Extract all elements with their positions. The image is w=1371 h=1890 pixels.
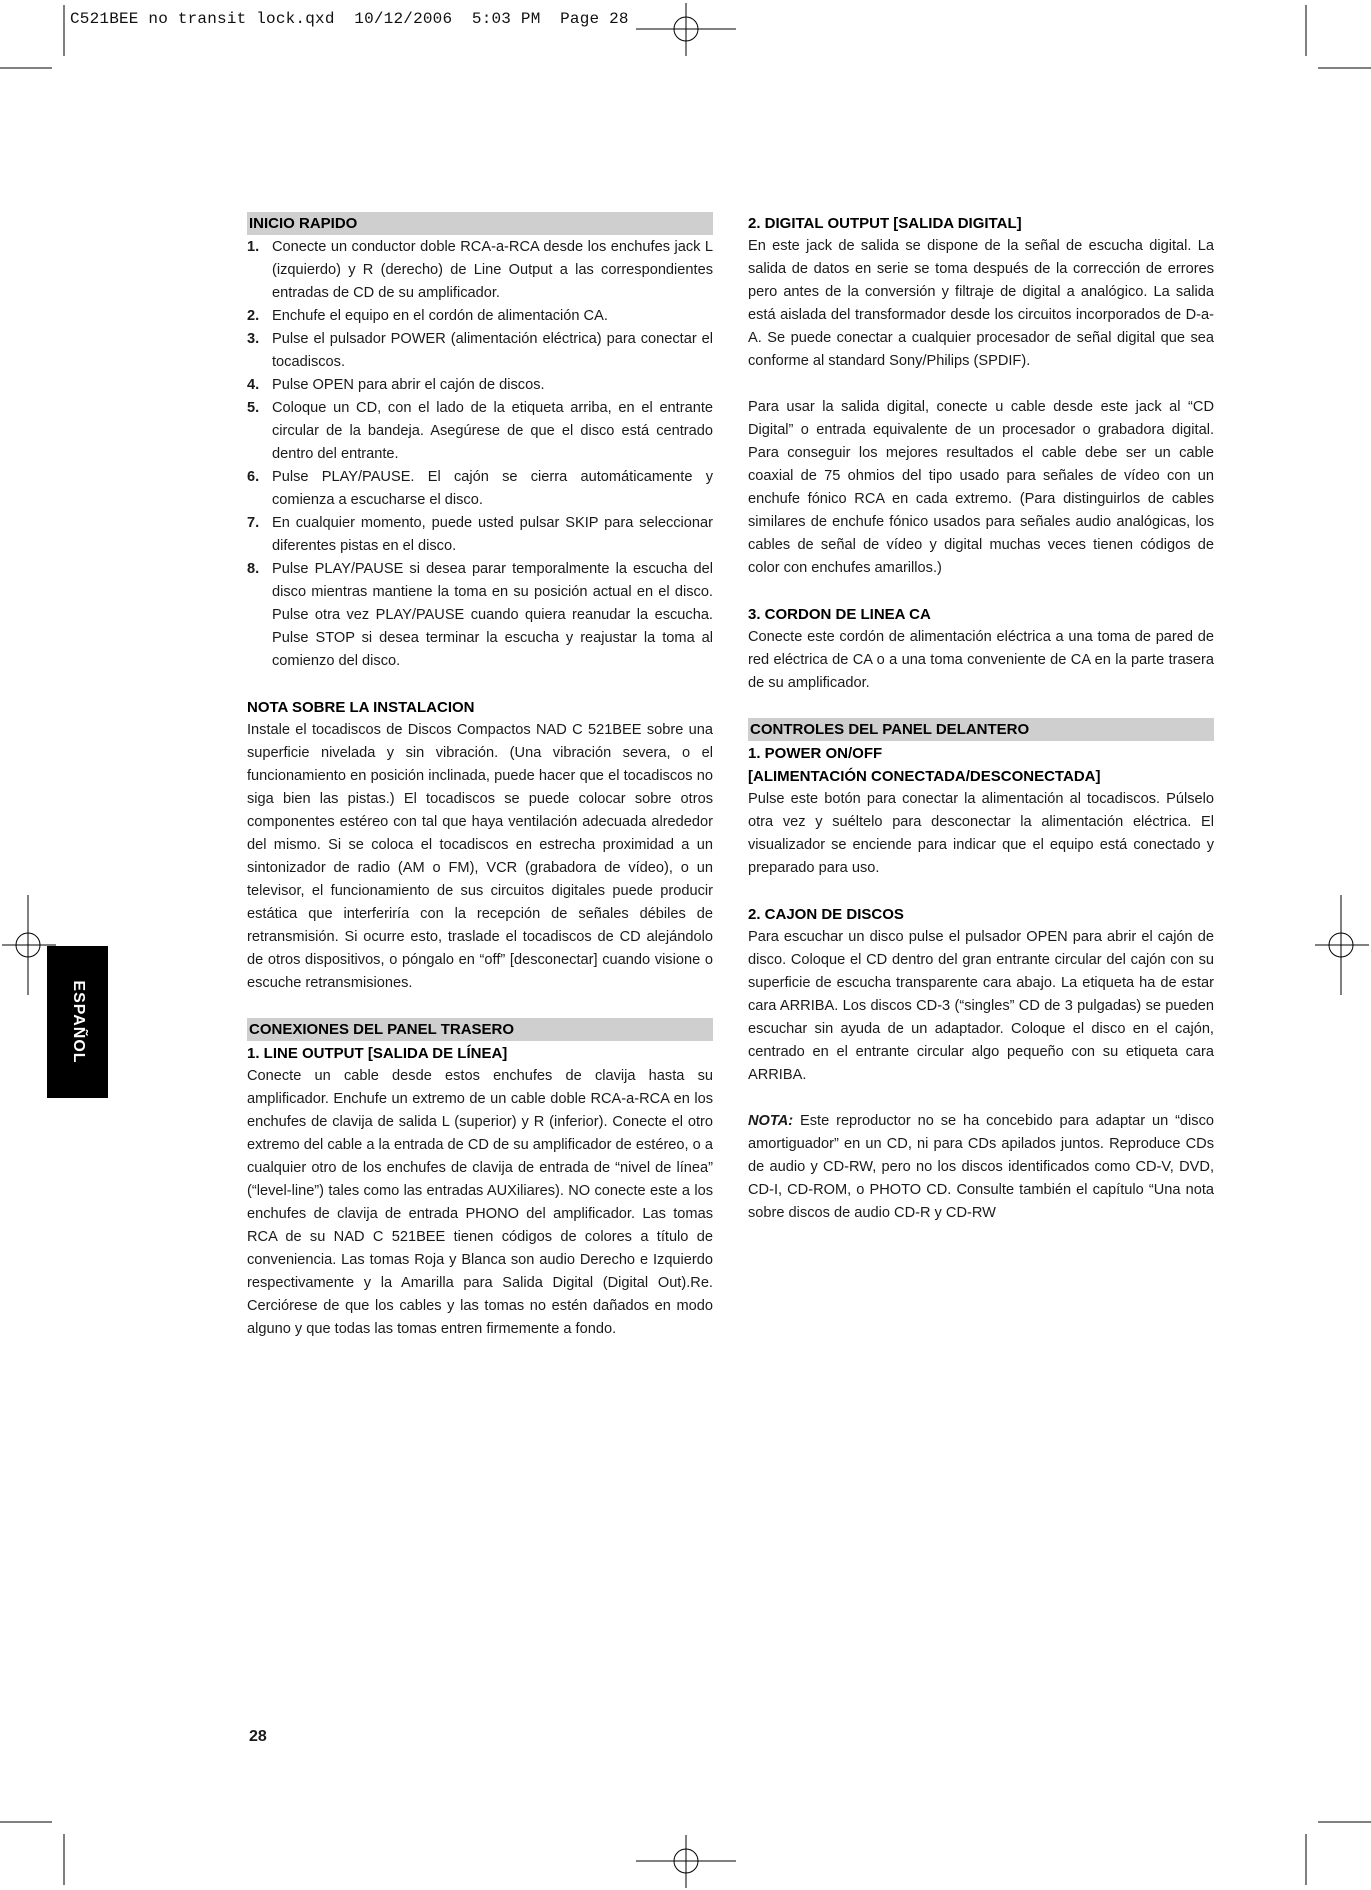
language-side-tab (47, 946, 108, 1098)
step-number: 4. (247, 377, 260, 393)
line-output-heading: 1. LINE OUTPUT [SALIDA DE LÍNEA] (247, 1045, 508, 1062)
front-panel-heading: CONTROLES DEL PANEL DELANTERO (748, 718, 1214, 741)
step-number: 1. (247, 239, 260, 255)
spacer (748, 373, 1214, 396)
installation-heading: NOTA SOBRE LA INSTALACION (247, 699, 475, 716)
digital-output-heading: 2. DIGITAL OUTPUT [SALIDA DIGITAL] (748, 215, 1022, 232)
step-text: Pulse el pulsador POWER (alimentación eléctrica) para conectar el tocadiscos. (272, 331, 713, 370)
registration-mark-right (1315, 895, 1369, 995)
disc-tray-text: Para escuchar un disco pulse el pulsador OPEN para abrir el cajón de disco. Coloque el CD dentro del gran entrante circular del cajón con su superficie de escucha transparente cara abajo. La etiqueta ha de estar cara ARRIBA. Los discos CD-3 (“singles” CD de 3 pulgadas) se pueden escuchar sin ayuda de un adaptador. Coloque el disco en el cajón, centrado en el entrante circular algo pequeño con su etiqueta cara ARRIBA. (748, 929, 1214, 1083)
nota-label: NOTA: (748, 1113, 794, 1129)
spacer (247, 995, 713, 1018)
left-column (247, 212, 713, 1341)
list-item (247, 328, 713, 374)
step-number: 3. (247, 331, 260, 347)
nota-text: Este reproductor no se ha concebido para adaptar un “disco amortiguador” en un CD, ni para CDs apilados juntos. Reproduce CDs de audio y CD-RW, pero no los discos identificados como CD-V, DVD, CD-I, CD-ROM, o PHOTO CD. Consulte también el capítulo “Una nota sobre discos de audio CD-R y CD-RW (748, 1113, 1214, 1221)
step-text: Pulse OPEN para abrir el cajón de discos. (272, 377, 545, 393)
quick-start-heading: INICIO RAPIDO (247, 212, 713, 235)
power-text: Pulse este botón para conectar la alimentación al tocadiscos. Púlselo otra vez y suéltelo para desconectar la alimentación eléctrica. El visualizador se enciende para indicar que el equipo está conectado y preparado para uso. (748, 791, 1214, 876)
slug-filename: C521BEE no transit lock.qxd (70, 10, 335, 28)
line-output-text: Conecte un cable desde estos enchufes de clavija hasta su amplificador. Enchufe un extremo de un cable doble RCA-a-RCA en los enchufes de clavija de salida L (superior) y R (inferior). Conecte el otro extremo del cable a la entrada de CD de su amplificador de estéreo, o a cualquier otro de los enchufes de clavija de entrada de “nivel de línea” (“level-line”) tales como las entradas AUXiliares). NO conecte este a los enchufes de clavija de entrada PHONO del amplificador. Las tomas RCA de su NAD C 521BEE tienen códigos de colores a título de conveniencia. Las tomas Roja y Blanca son audio Derecho e Izquierdo respectivamente y la Amarilla para Salida Digital (Digital Out).Re. Cerciórese de que los cables y las tomas no estén dañados en modo alguno y que todas las tomas entren firmemente a fondo. (247, 1068, 713, 1337)
list-item (247, 236, 713, 305)
list-item (247, 512, 713, 558)
list-item (247, 305, 713, 328)
installation-text: Instale el tocadiscos de Discos Compactos NAD C 521BEE sobre una superficie nivelada y sin vibración. (Una vibración severa, o el funcionamiento en posición inclinada, puede hacer que el tocadiscos no siga bien las pistas.) El tocadiscos se puede colocar sobre otros componentes estéreo con tal que haya ventilación adecuada alrededor del mismo. Si se coloca el tocadiscos en estrecha proximidad a un sintonizador de radio (AM o FM), VCR (grabadora de vídeo), o un televisor, el funcionamiento de sus circuitos digitales puede producir estática que interferiría con la recepción de señales débiles de retransmisión. Si ocurre esto, traslade el tocadiscos de CD alejándolo de otros dispositivos, o póngalo en “off” [desconectar] cuando visione o escuche retransmisiones. (247, 722, 713, 991)
page-number: 28 (249, 1728, 267, 1745)
spacer (748, 1087, 1214, 1110)
right-column (748, 212, 1214, 1225)
step-number: 7. (247, 515, 260, 531)
registration-mark-top (636, 3, 736, 56)
step-number: 2. (247, 308, 260, 324)
step-number: 8. (247, 561, 260, 577)
step-number: 6. (247, 469, 260, 485)
quick-start-steps (247, 236, 713, 673)
registration-mark-bottom (636, 1835, 736, 1888)
language-tab-label: ESPAÑOL (69, 980, 87, 1064)
list-item (247, 374, 713, 397)
ac-cord-heading: 3. CORDON DE LINEA CA (748, 606, 931, 623)
step-text: Enchufe el equipo en el cordón de alimentación CA. (272, 308, 608, 324)
spacer (247, 673, 713, 696)
slug-page: Page 28 (560, 10, 629, 28)
spacer (748, 580, 1214, 603)
spacer (748, 695, 1214, 718)
rear-panel-heading: CONEXIONES DEL PANEL TRASERO (247, 1018, 713, 1041)
power-heading-line1: 1. POWER ON/OFF (748, 745, 883, 762)
digital-output-text-1: En este jack de salida se dispone de la señal de escucha digital. La salida de datos en serie se toma después de la corrección de errores pero antes de la conversión y filtraje de digital a analógico. La salida está aislada del transformador desde los circuitos incorporados de D-a-A. Se puede conectar a cualquier procesador de señal digital que sea conforme al standard Sony/Philips (SPDIF). (748, 238, 1214, 369)
step-text: Pulse PLAY/PAUSE. El cajón se cierra automáticamente y comienza a escucharse el disco. (272, 469, 713, 508)
step-text: Conecte un conductor doble RCA-a-RCA desde los enchufes jack L (izquierdo) y R (derecho) de Line Output a las correspondientes entradas de CD de su amplificador. (272, 239, 713, 301)
step-text: Coloque un CD, con el lado de la etiqueta arriba, en el entrante circular de la bandeja. Asegúrese de que el disco está centrado dentro del entrante. (272, 400, 713, 462)
list-item (247, 558, 713, 673)
ac-cord-text: Conecte este cordón de alimentación eléctrica a una toma de pared de red eléctrica de CA o a una toma conveniente de CA en la parte trasera de su amplificador. (748, 629, 1214, 691)
slug-time: 5:03 PM (471, 10, 541, 28)
step-text: Pulse PLAY/PAUSE si desea parar temporalmente la escucha del disco mientras mantiene la toma en su posición actual en el disco. Pulse otra vez PLAY/PAUSE cuando quiera reanudar la escucha. Pulse STOP si desea terminar la escucha y reajustar la toma al comienzo del disco. (272, 561, 713, 669)
step-number: 5. (247, 400, 260, 416)
power-heading-line2: [ALIMENTACIÓN CONECTADA/DESCONECTADA] (748, 768, 1101, 785)
step-text: En cualquier momento, puede usted pulsar SKIP para seleccionar diferentes pistas en el disco. (272, 515, 713, 554)
spacer (748, 880, 1214, 903)
nota-paragraph (748, 1110, 1214, 1225)
list-item (247, 397, 713, 466)
digital-output-text-2: Para usar la salida digital, conecte u cable desde este jack al “CD Digital” o entrada equivalente de un procesador o grabadora digital. Para conseguir los mejores resultados el cable debe ser un cable coaxial de 75 ohmios del tipo usado para señales de vídeo con un enchufe fónico RCA en cada extremo. (Para distinguirlos de cables similares de enchufe fónico usados para señales audio analógicas, los cables de señal de vídeo y digital muchas veces tienen códigos de color con enchufes amarillos.) (748, 399, 1214, 576)
list-item (247, 466, 713, 512)
disc-tray-heading: 2. CAJON DE DISCOS (748, 906, 904, 923)
slug-date: 10/12/2006 (354, 10, 453, 28)
